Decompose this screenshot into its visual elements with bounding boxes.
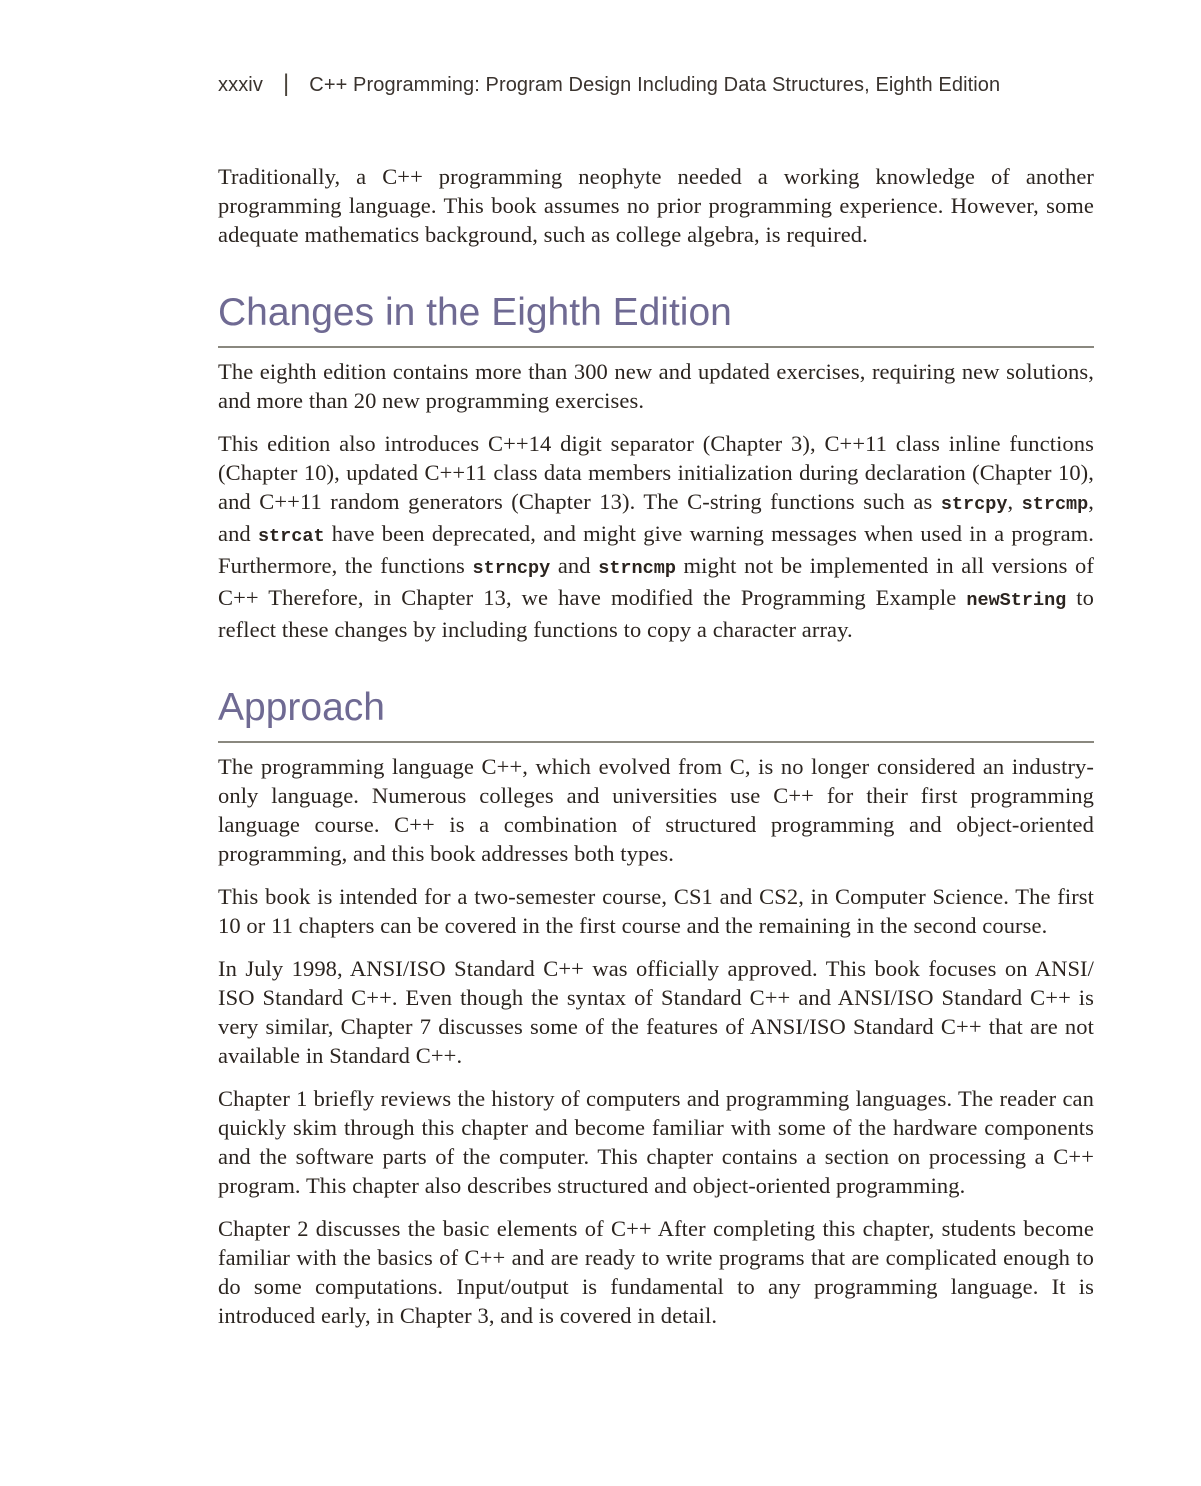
intro-paragraph: Traditionally, a C++ programming neophyte needed a working knowledge of another programming language. This book assumes no prior programming experience. However, some adequate mathematics background, such as college algebra, is required. [218, 164, 1094, 247]
paragraph-ansi-iso-standard: In July 1998, ANSI/ISO Standard C++ was officially approved. This book focuses on ANSI/ ISO Standard C++. Even though the syntax of Standard C++ and ANSI/ISO Standard C++ is very similar, Chapter 7 discusses some of the features of ANSI/ISO Standard C++ that are not available in Standard C++. [218, 956, 1094, 1068]
inline-code-strncpy: strncpy [472, 558, 551, 579]
running-header [218, 72, 1094, 98]
paragraph-new-exercises: The eighth edition contains more than 300 new and updated exercises, requiring new solutions, and more than 20 new programming exercises. [218, 359, 1094, 413]
inline-code-strncmp: strncmp [598, 558, 676, 579]
inline-code-strcat: strcat [257, 526, 325, 547]
section-heading-approach: Approach [218, 686, 1094, 743]
section-approach [218, 686, 1094, 1330]
text-segment: to reflect these changes by including functions to copy a character array. [218, 585, 1094, 642]
inline-code-strcpy: strcpy [940, 494, 1008, 515]
inline-code-newstring: newString [966, 590, 1067, 611]
text-segment: might not be implemented in all versions of C++ Therefore, in Chapter 13, we have modified the Programming Example [218, 553, 1094, 610]
text-segment: and [550, 553, 599, 578]
paragraph-language-overview: The programming language C++, which evolved from C, is no longer considered an industry-only language. Numerous colleges and universities use C++ for their first programming language course. C++ is a combination of structured programming and object-oriented programming, and this book addresses both types. [218, 754, 1094, 866]
text-segment: , and [218, 489, 1094, 546]
header-divider: | [282, 70, 290, 97]
text-segment: , [1007, 489, 1022, 514]
paragraph-cpp-features [218, 429, 1094, 644]
page-number: xxxiv [218, 73, 263, 96]
section-heading-changes: Changes in the Eighth Edition [218, 291, 1094, 348]
text-segment: This edition also introduces C++14 digit separator (Chapter 3), C++11 class inline functions (Chapter 10), updated C++11 class data members initialization during declaration (Chapter 10), and C++11 random generators (Chapter 13). The C-string functions such as [218, 431, 1094, 514]
text-segment: have been deprecated, and might give warning messages when used in a program. Furthermore, the functions [218, 521, 1094, 578]
paragraph-chapter-1: Chapter 1 briefly reviews the history of computers and programming languages. The reader can quickly skim through this chapter and become familiar with some of the hardware components and the software parts of the computer. This chapter contains a section on processing a C++ program. This chapter also describes structured and object-oriented programming. [218, 1086, 1094, 1198]
paragraph-two-semester-course: This book is intended for a two-semester course, CS1 and CS2, in Computer Science. The first 10 or 11 chapters can be covered in the first course and the remaining in the second course. [218, 884, 1094, 938]
page-content [218, 0, 1094, 1330]
paragraph-chapter-2: Chapter 2 discusses the basic elements of C++ After completing this chapter, students become familiar with the basics of C++ and are ready to write programs that are complicated enough to do some computations. Input/output is fundamental to any programming language. It is introduced early, in Chapter 3, and is covered in detail. [218, 1216, 1094, 1328]
section-changes-in-the-eighth-edition [218, 291, 1094, 644]
inline-code-strcmp: strcmp [1021, 494, 1089, 515]
book-title: C++ Programming: Program Design Including Data Structures, Eighth Edition [309, 73, 1001, 96]
